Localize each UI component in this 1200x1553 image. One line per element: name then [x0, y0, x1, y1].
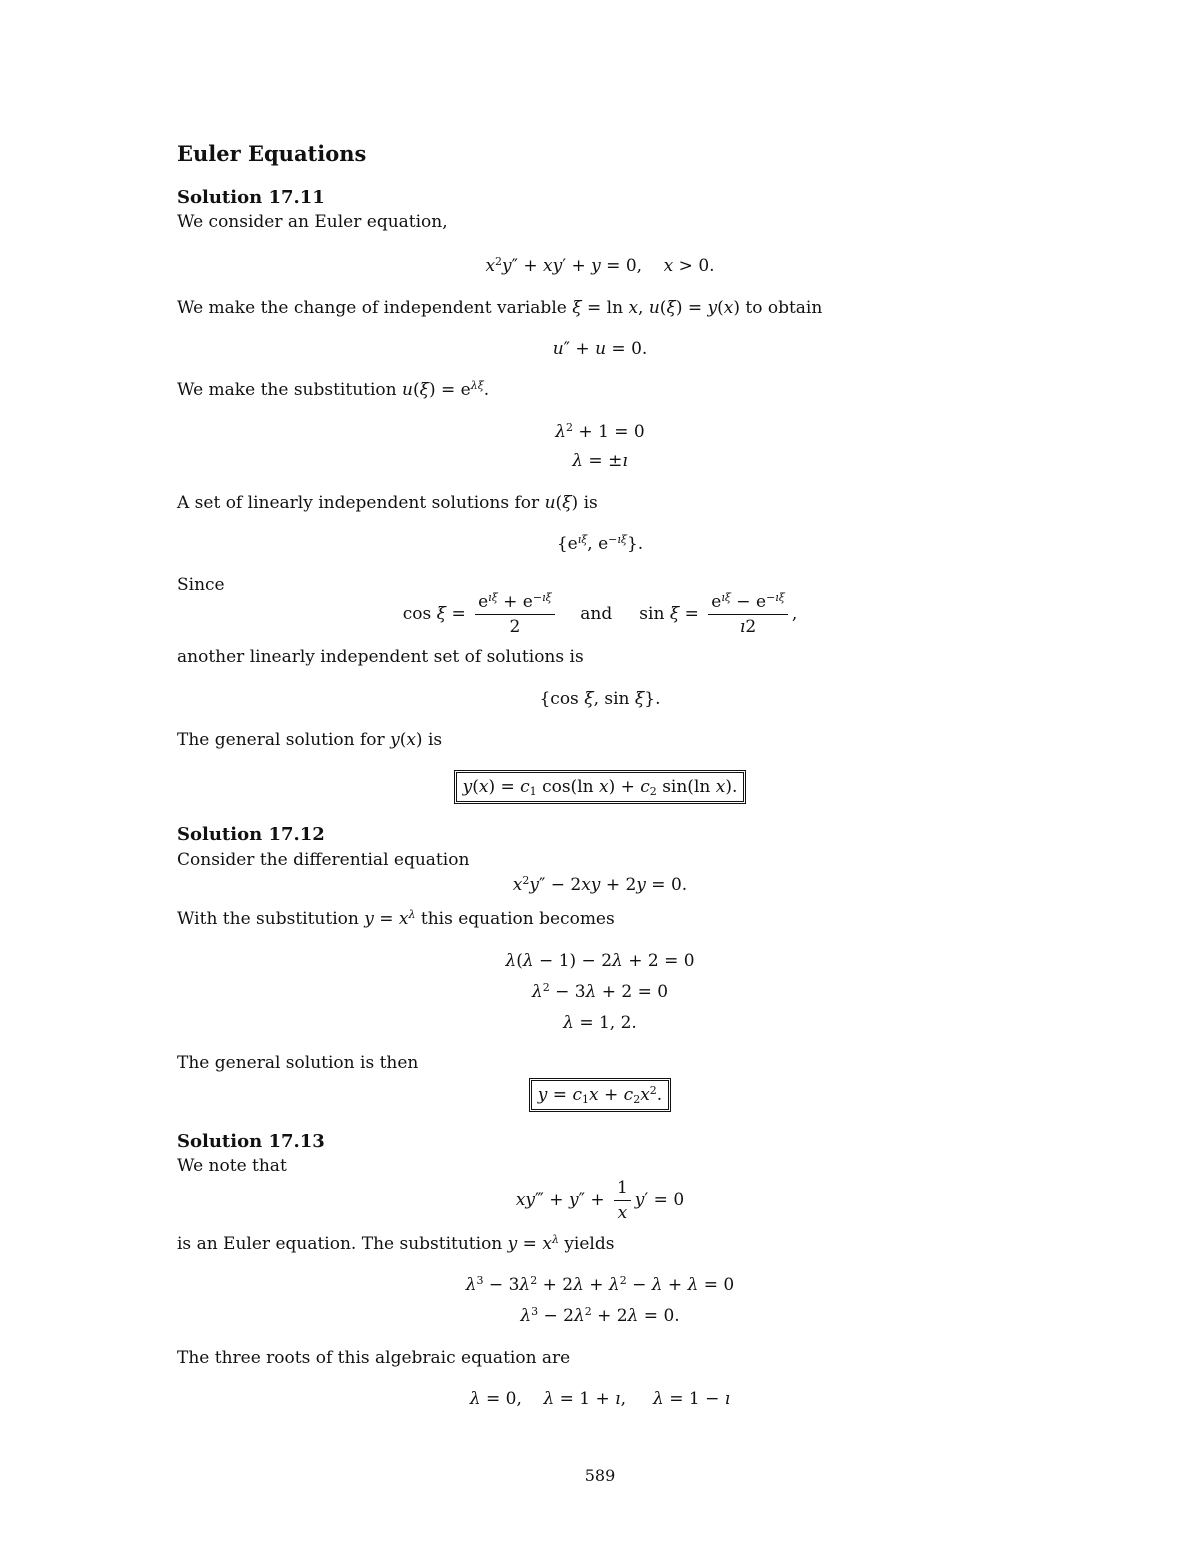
sol-17-13-roots-text: The three roots of this algebraic equation are — [177, 1348, 571, 1368]
solution-17-13-heading: Solution 17.13 — [177, 1131, 325, 1152]
indicial-equation-expanded: λ(λ − 1) − 2λ + 2 = 0 — [505, 951, 695, 971]
indicial-equation: $\lambda^2 - 3\lambda + 2 = 0$ — [531, 981, 669, 1002]
sol-17-11-intro: We consider an Euler equation, — [177, 212, 448, 232]
page-number: 589 — [584, 1466, 616, 1485]
general-solution-17-11: $y(x) = c_1$ cos(ln $x) + c_2$ sin(ln x). — [0, 772, 1200, 802]
third-order-equation: xy‴ + y″ + $\frac{1}{x}$ y′ = 0 — [515, 1178, 685, 1223]
sol-17-12-general-text: The general solution is then — [177, 1053, 419, 1073]
characteristic-equation: $\lambda^2 + 1 = 0$ — [555, 421, 645, 442]
sol-17-11-change-variable-text: We make the change of independent variable ξ = ln x, u(ξ) = y(x) to obtain — [177, 298, 823, 318]
and-word: and — [580, 604, 613, 624]
euler-formulas: cos ξ = $\frac{e^{ı\xi} + e^{-ı\xi}}{2}$ and sin ξ = $\frac{e^{ı\xi} - e^{-ı\xi}}{ı2}$ , — [402, 591, 798, 637]
euler-equation: $x^2y'' + xy' + y = 0$, x > 0. — [485, 255, 715, 276]
exponential-solution-set: {$e^{ı\xi}$, $e^{-ı\xi}$}. — [556, 533, 644, 554]
sol-17-13-substitution-text: is an Euler equation. The substitution $y = x^\lambda$ yields — [177, 1233, 615, 1254]
differential-equation-17-12: $x^2y'' - 2xy + 2y = 0$. — [512, 874, 688, 895]
solution-17-12-heading: Solution 17.12 — [177, 824, 325, 845]
characteristic-roots: λ = ±ı — [572, 451, 628, 471]
transformed-equation: u″ + u = 0. — [552, 339, 648, 359]
sol-17-11-general-text: The general solution for y(x) is — [177, 730, 443, 750]
solution-17-11-heading: Solution 17.11 — [177, 187, 325, 208]
sol-17-11-substitution-text: We make the substitution $u(\xi) = e^{\lambda\xi}$. — [177, 379, 490, 400]
section-title: Euler Equations — [177, 141, 367, 166]
cubic-roots: λ = 0, λ = 1 + ı, λ = 1 − ı — [469, 1389, 731, 1409]
sol-17-11-another-set-text: another linearly independent set of solutions is — [177, 647, 584, 667]
sol-17-11-since-text: Since — [177, 575, 225, 595]
sol-17-13-intro: We note that — [177, 1156, 287, 1176]
sol-17-11-solutions-text: A set of linearly independent solutions for u(ξ) is — [177, 493, 598, 513]
indicial-roots: λ = 1, 2. — [563, 1013, 637, 1033]
cubic-expanded: $\lambda^3 - 3\lambda^2 + 2\lambda + \lambda^2 - \lambda + \lambda = 0$ — [465, 1274, 735, 1295]
trig-solution-set: {cos ξ, sin ξ}. — [539, 689, 661, 709]
cubic-equation: $\lambda^3 - 2\lambda^2 + 2\lambda = 0$. — [520, 1305, 680, 1326]
sol-17-12-substitution-text: With the substitution $y = x^\lambda$ this equation becomes — [177, 908, 615, 929]
sol-17-12-intro: Consider the differential equation — [177, 850, 470, 870]
general-solution-17-12: $y = c_1x + c_2x^2$. — [0, 1080, 1200, 1110]
